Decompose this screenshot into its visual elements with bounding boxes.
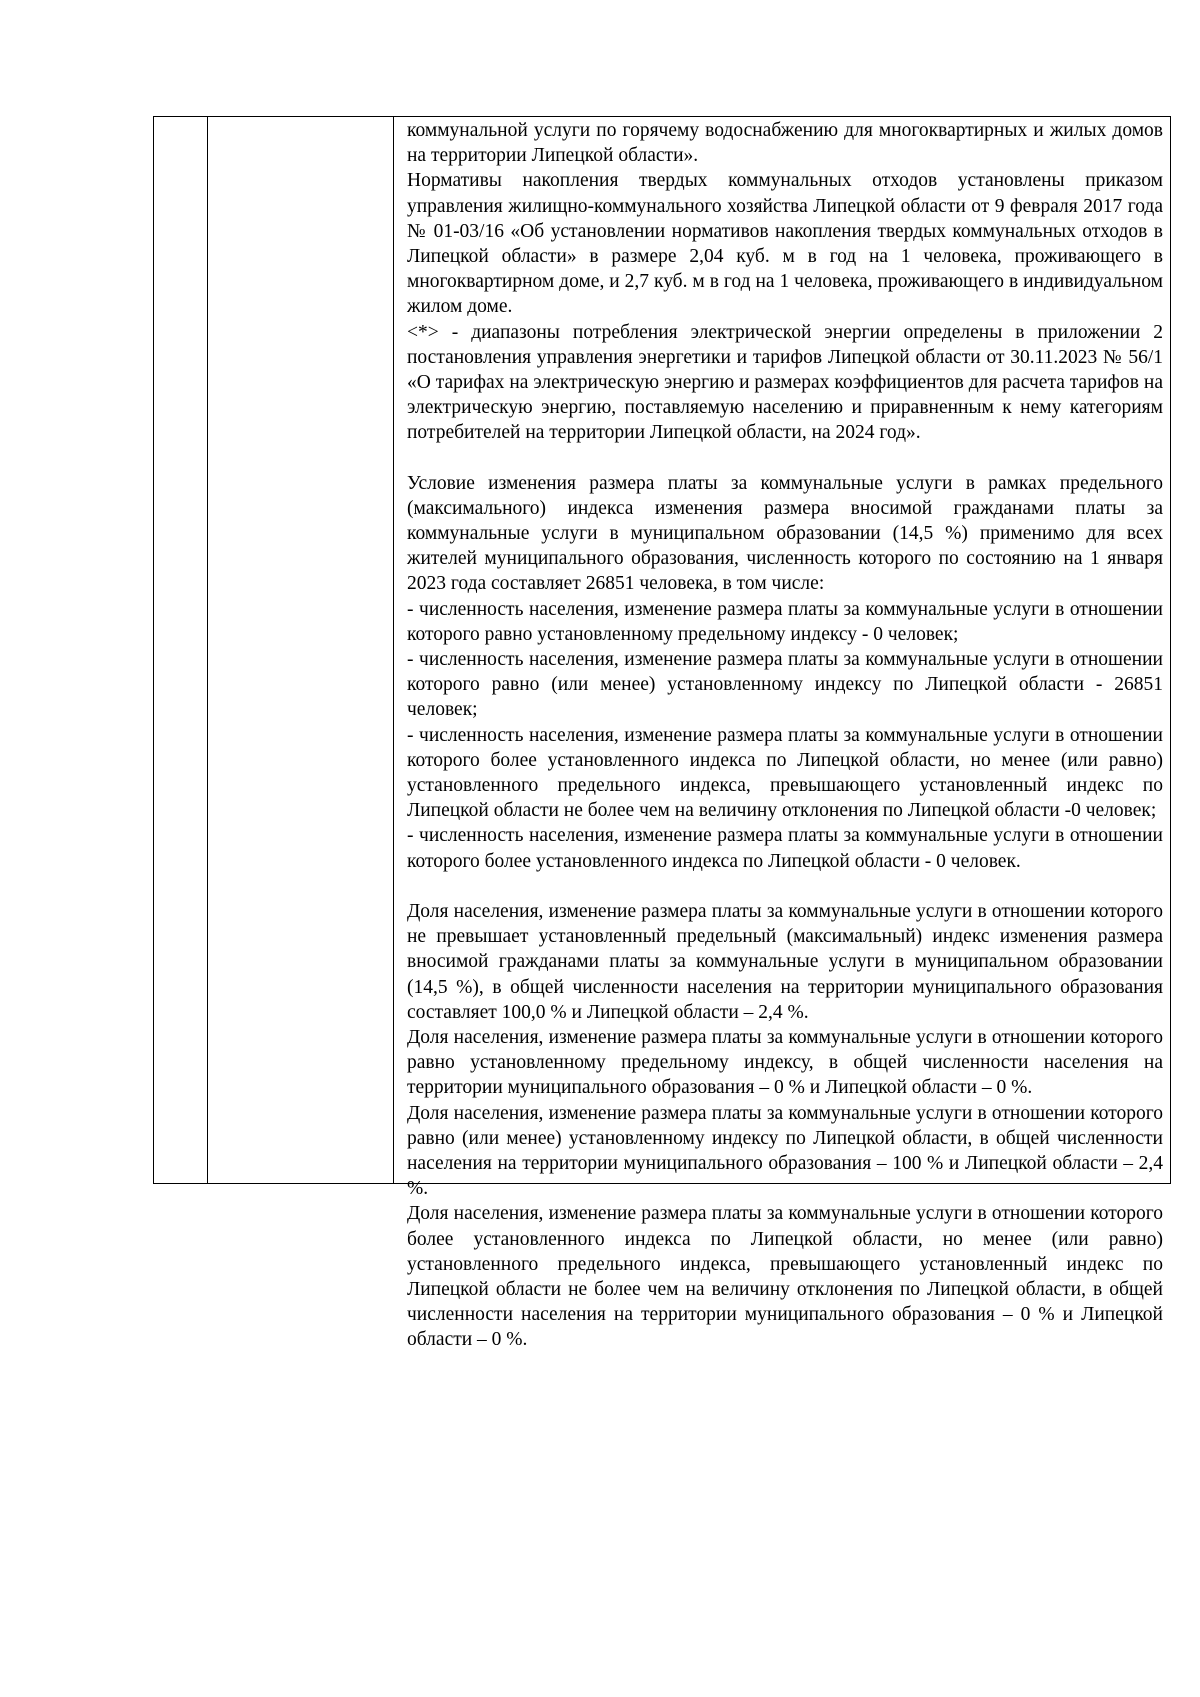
list-item-population-above-region-index: - численность населения, изменение размера платы за коммунальные услуги в отношении которого более установленного индекса по Липецкой области - 0 человек. — [407, 825, 1163, 872]
paragraph-share-within-deviation: Доля населения, изменение размера платы за коммунальные услуги в отношении которого более установленного индекса по Липецкой области, но менее (или равно) установленного предельного индекса, превышающего установленный индекс по Липецкой области не более чем на величину отклонения по Липецкой области, в общей численности населения на территории муниципального образования – 0 % и Липецкой области – 0 %. — [407, 1203, 1163, 1351]
list-item-population-below-region-index: - численность населения, изменение размера платы за коммунальные услуги в отношении которого равно (или менее) установленному индексу по Липецкой области - 26851 человек; — [407, 649, 1163, 721]
document-table — [153, 116, 1171, 1351]
paragraph-share-not-exceeding-limit: Доля населения, изменение размера платы за коммунальные услуги в отношении которого не превышает установленный предельный (максимальный) индекс изменения размера вносимой гражданами платы за коммунальные услуги в муниципальном образовании (14,5 %), в общей численности населения на территории муниципального образования составляет 100,0 % и Липецкой области – 2,4 %. — [407, 900, 1163, 1023]
paragraph-hot-water-norms-end: коммунальной услуги по горячему водоснабжению для многоквартирных и жилых домов на территории Липецкой области». — [407, 120, 1163, 167]
paragraph-share-below-region-index: Доля населения, изменение размера платы за коммунальные услуги в отношении которого равно (или менее) установленному индексу по Липецкой области, в общей численности населения на территории муниципального образования – 100 % и Липецкой области – 2,4 %. — [407, 1102, 1163, 1200]
paragraph-electricity-note: <*> - диапазоны потребления электрической энергии определены в приложении 2 постановления управления энергетики и тарифов Липецкой области от 30.11.2023 № 56/1 «О тарифах на электрическую энергию и размерах коэффициентов для расчета тарифов на электрическую энергию, поставляемую населению и приравненным к нему категориям потребителей на территории Липецкой области, на 2024 год». — [407, 321, 1163, 444]
column-divider-2 — [393, 117, 394, 1183]
paragraph-fee-change-condition: Условие изменения размера платы за коммунальные услуги в рамках предельного (максимального) индекса изменения размера вносимой гражданами платы за коммунальные услуги в муниципальном образовании (14,5 %) применимо для всех жителей муниципального образования, численность которого по состоянию на 1 января 2023 года составляет 26851 человека, в том числе: — [407, 472, 1163, 595]
paragraph-waste-norms: Нормативы накопления твердых коммунальных отходов установлены приказом управления жилищно-коммунального хозяйства Липецкой области от 9 февраля 2017 года № 01-03/16 «Об установлении нормативов накопления твердых коммунальных отходов в Липецкой области» в размере 2,04 куб. м в год на 1 человека, проживающего в многоквартирном доме, и 2,7 куб. м в год на 1 человека, проживающего в индивидуальном жилом доме. — [407, 170, 1163, 318]
list-item-population-equal-limit: - численность населения, изменение размера платы за коммунальные услуги в отношении которого равно установленному предельному индексу - 0 человек; — [407, 598, 1163, 645]
column-divider-1 — [207, 117, 208, 1183]
paragraph-share-equal-limit: Доля населения, изменение размера платы за коммунальные услуги в отношении которого равно установленному предельному индексу, в общей численности населения на территории муниципального образования – 0 % и Липецкой области – 0 %. — [407, 1026, 1163, 1099]
list-item-population-within-deviation: - численность населения, изменение размера платы за коммунальные услуги в отношении которого более установленного индекса по Липецкой области, но менее (или равно) установленного предельного индекса, превышающего установленный индекс по Липецкой области не более чем на величину отклонения по Липецкой области -0 человек; — [407, 724, 1163, 822]
table-cell-content — [407, 118, 1163, 1353]
